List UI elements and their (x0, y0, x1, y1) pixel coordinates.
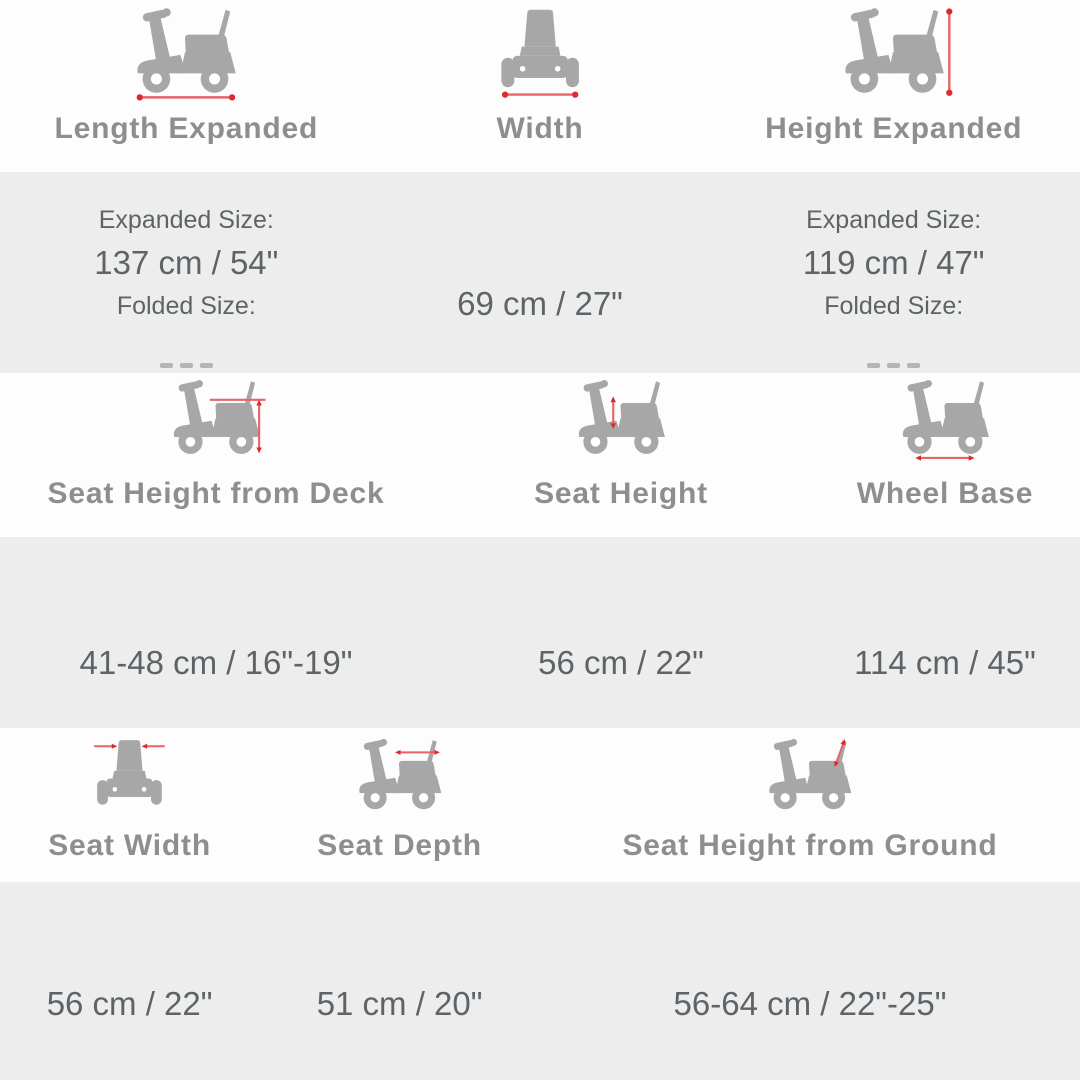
scooter-side-height-icon (833, 6, 955, 102)
spec-cell-length-expanded (0, 0, 373, 172)
scooter-side-seat-height-deck-icon (163, 378, 270, 462)
spec-value: 114 cm / 45" (854, 644, 1036, 681)
scooter-side-wheel-base-icon (892, 378, 999, 462)
spec-value-band-2 (0, 537, 1080, 728)
spec-values-seat-height (432, 537, 810, 728)
scooter-side-length-icon (125, 6, 247, 102)
spec-label: Seat Depth (317, 829, 482, 862)
spec-value: 137 cm / 54" (94, 244, 279, 281)
spec-value-band-3 (0, 882, 1080, 1080)
spec-cell-seat-depth (259, 728, 540, 882)
spec-values-wheel-base (810, 537, 1080, 728)
scooter-front-width-icon (494, 6, 586, 102)
spec-values-length (0, 172, 373, 373)
spec-label: Wheel Base (856, 477, 1034, 510)
spec-label: Seat Height from Deck (47, 477, 385, 510)
spec-cell-seat-height-ground (540, 728, 1080, 882)
expanded-size-label: Expanded Size: (98, 206, 274, 234)
spec-value: 56 cm / 22" (538, 644, 704, 681)
spec-value: 119 cm / 47" (802, 244, 985, 281)
spec-value-band-1 (0, 172, 1080, 373)
folded-size-label: Folded Size: (824, 292, 964, 320)
spec-cell-height-expanded (707, 0, 1080, 172)
scooter-front-seat-width-icon (91, 737, 168, 817)
spec-label: Height Expanded (765, 112, 1023, 145)
spec-cell-wheel-base (810, 373, 1080, 537)
scooter-side-seat-height-ground-icon (759, 737, 861, 817)
spec-icon-row-3 (0, 728, 1080, 882)
scooter-side-seat-height-icon (568, 378, 675, 462)
spec-values-seat-height-deck (0, 537, 432, 728)
scooter-side-seat-depth-icon (349, 737, 451, 817)
spec-label: Seat Width (48, 829, 211, 862)
spec-value: 56 cm / 22" (46, 985, 213, 1022)
clipped-folded-value (867, 363, 920, 368)
spec-label: Seat Height from Ground (622, 829, 998, 862)
spec-label: Width (496, 112, 584, 145)
spec-cell-seat-height-deck (0, 373, 432, 537)
spec-value: 51 cm / 20" (316, 985, 483, 1022)
spec-value: 69 cm / 27" (457, 285, 623, 322)
spec-cell-seat-width (0, 728, 259, 882)
spec-label: Length Expanded (54, 112, 319, 145)
spec-values-seat-depth (259, 882, 540, 1080)
spec-value: 56-64 cm / 22"-25" (673, 985, 947, 1022)
spec-icon-row-1 (0, 0, 1080, 172)
spec-icon-row-2 (0, 373, 1080, 537)
spec-value: 41-48 cm / 16"-19" (79, 644, 353, 681)
spec-cell-seat-height (432, 373, 810, 537)
spec-values-width (373, 172, 708, 373)
spec-values-seat-height-ground (540, 882, 1080, 1080)
spec-cell-width (373, 0, 708, 172)
clipped-folded-value (160, 363, 213, 368)
spec-label: Seat Height (534, 477, 708, 510)
spec-values-height (707, 172, 1080, 373)
spec-values-seat-width (0, 882, 259, 1080)
expanded-size-label: Expanded Size: (806, 206, 982, 234)
folded-size-label: Folded Size: (116, 292, 256, 320)
